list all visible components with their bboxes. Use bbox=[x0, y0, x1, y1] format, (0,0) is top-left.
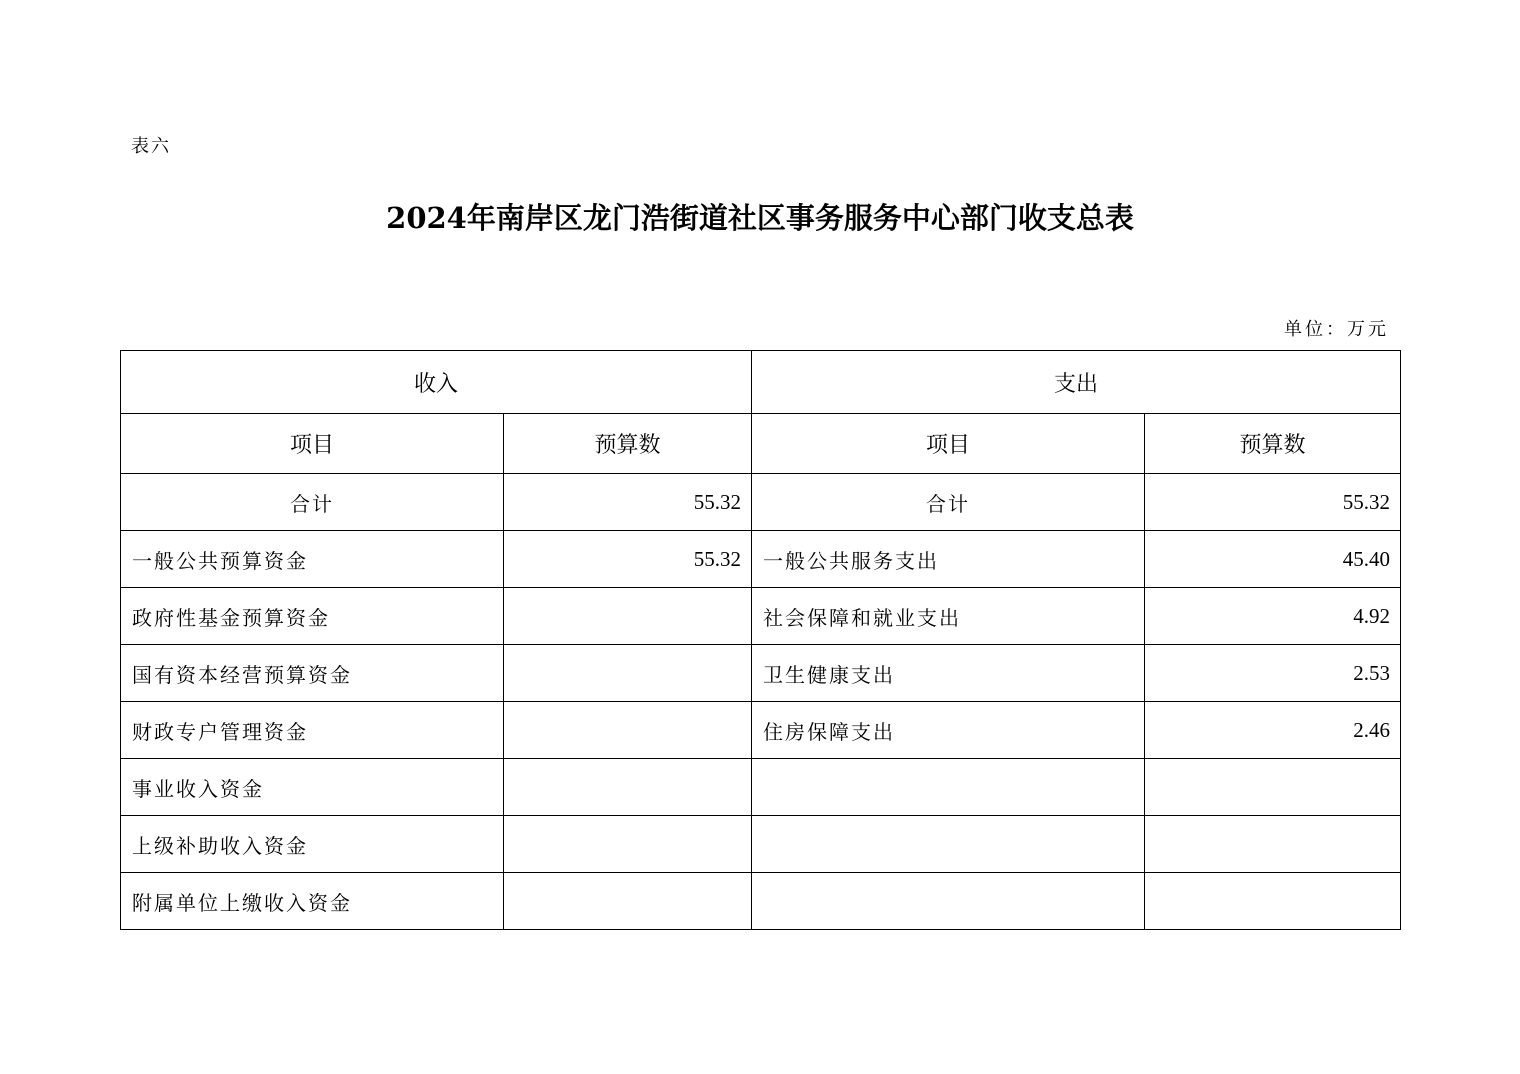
expense-item: 一般公共服务支出 bbox=[752, 531, 1145, 588]
expense-item: 住房保障支出 bbox=[752, 702, 1145, 759]
expense-item-header: 项目 bbox=[752, 414, 1145, 474]
table-row bbox=[121, 531, 1401, 588]
table-row bbox=[121, 873, 1401, 930]
expense-value bbox=[1145, 759, 1401, 816]
income-value bbox=[504, 588, 752, 645]
table-row bbox=[121, 588, 1401, 645]
table-row bbox=[121, 645, 1401, 702]
income-expense-table bbox=[120, 350, 1401, 930]
expense-item: 社会保障和就业支出 bbox=[752, 588, 1145, 645]
group-header-row bbox=[121, 351, 1401, 414]
income-item: 政府性基金预算资金 bbox=[121, 588, 504, 645]
income-value bbox=[504, 873, 752, 930]
income-value: 55.32 bbox=[504, 531, 752, 588]
table-row bbox=[121, 759, 1401, 816]
expense-item: 卫生健康支出 bbox=[752, 645, 1145, 702]
expense-value: 2.46 bbox=[1145, 702, 1401, 759]
table-label: 表六 bbox=[131, 136, 171, 157]
expense-total-label: 合计 bbox=[752, 474, 1145, 531]
unit-note: 单位：万元 bbox=[1284, 319, 1389, 340]
income-value bbox=[504, 702, 752, 759]
expense-value: 2.53 bbox=[1145, 645, 1401, 702]
expense-value: 45.40 bbox=[1145, 531, 1401, 588]
income-total-label: 合计 bbox=[121, 474, 504, 531]
expense-item bbox=[752, 873, 1145, 930]
income-item: 一般公共预算资金 bbox=[121, 531, 504, 588]
expense-value bbox=[1145, 816, 1401, 873]
table-row bbox=[121, 816, 1401, 873]
expense-value bbox=[1145, 873, 1401, 930]
income-item-header: 项目 bbox=[121, 414, 504, 474]
expense-item bbox=[752, 759, 1145, 816]
income-value bbox=[504, 759, 752, 816]
total-row bbox=[121, 474, 1401, 531]
income-total-value: 55.32 bbox=[504, 474, 752, 531]
table-row bbox=[121, 702, 1401, 759]
income-item: 事业收入资金 bbox=[121, 759, 504, 816]
income-item: 财政专户管理资金 bbox=[121, 702, 504, 759]
income-item: 国有资本经营预算资金 bbox=[121, 645, 504, 702]
income-value bbox=[504, 816, 752, 873]
page-title: 2024年南岸区龙门浩街道社区事务服务中心部门收支总表 bbox=[386, 201, 1134, 235]
expense-total-value: 55.32 bbox=[1145, 474, 1401, 531]
expense-group-header: 支出 bbox=[752, 351, 1401, 414]
income-item: 上级补助收入资金 bbox=[121, 816, 504, 873]
expense-amount-header: 预算数 bbox=[1145, 414, 1401, 474]
income-amount-header: 预算数 bbox=[504, 414, 752, 474]
income-group-header: 收入 bbox=[121, 351, 752, 414]
income-item: 附属单位上缴收入资金 bbox=[121, 873, 504, 930]
expense-item bbox=[752, 816, 1145, 873]
column-header-row bbox=[121, 414, 1401, 474]
income-value bbox=[504, 645, 752, 702]
expense-value: 4.92 bbox=[1145, 588, 1401, 645]
